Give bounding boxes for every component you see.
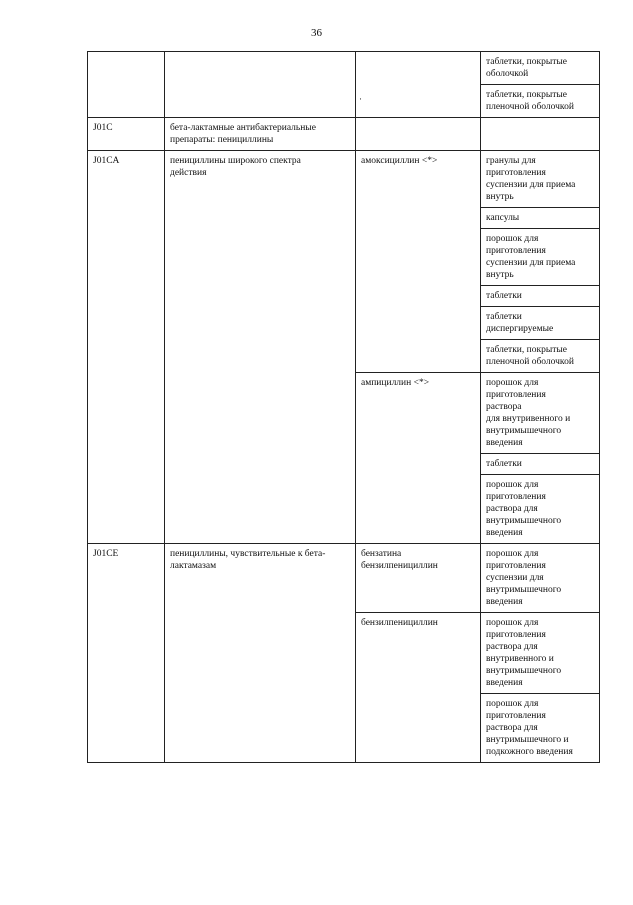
group-name-cell: бета-лактамные антибактериальные препараты: пенициллины bbox=[165, 118, 356, 151]
atc-code-cell: J01C bbox=[88, 118, 165, 151]
dosage-form-cell: гранулы для приготовления суспензии для приема внутрь bbox=[481, 151, 600, 208]
stray-mark: · bbox=[359, 94, 362, 104]
table-row bbox=[88, 118, 600, 151]
atc-code-cell: J01CA bbox=[88, 151, 165, 544]
group-name-cell bbox=[165, 52, 356, 118]
atc-code-cell bbox=[88, 52, 165, 118]
drug-name-cell: амоксициллин <*> bbox=[356, 151, 481, 373]
drug-name-cell: бензилпенициллин bbox=[356, 613, 481, 763]
group-name-cell: пенициллины, чувствительные к бета- лактамазам bbox=[165, 544, 356, 763]
dosage-form-cell: таблетки диспергируемые bbox=[481, 307, 600, 340]
dosage-form-cell: порошок для приготовления раствора для внутривенного и внутримышечного введения bbox=[481, 373, 600, 454]
dosage-form-cell: таблетки, покрытые пленочной оболочкой bbox=[481, 85, 600, 118]
dosage-form-cell: порошок для приготовления раствора для внутримышечного введения bbox=[481, 475, 600, 544]
dosage-form-cell: порошок для приготовления раствора для внутримышечного и подкожного введения bbox=[481, 694, 600, 763]
dosage-form-cell: порошок для приготовления суспензии для приема внутрь bbox=[481, 229, 600, 286]
dosage-form-cell: таблетки bbox=[481, 286, 600, 307]
drug-name-cell bbox=[356, 52, 481, 118]
dosage-form-cell: капсулы bbox=[481, 208, 600, 229]
dosage-form-cell: порошок для приготовления раствора для внутривенного и внутримышечного введения bbox=[481, 613, 600, 694]
dosage-form-cell: таблетки, покрытые пленочной оболочкой bbox=[481, 340, 600, 373]
table-row bbox=[88, 151, 600, 208]
drug-name-cell: ампициллин <*> bbox=[356, 373, 481, 544]
dosage-form-cell: порошок для приготовления суспензии для внутримышечного введения bbox=[481, 544, 600, 613]
page-number: 36 bbox=[311, 27, 322, 39]
group-name-cell: пенициллины широкого спектра действия bbox=[165, 151, 356, 544]
table-row bbox=[88, 544, 600, 613]
dosage-form-cell: таблетки bbox=[481, 454, 600, 475]
drug-classification-table bbox=[87, 51, 600, 763]
table-row bbox=[88, 52, 600, 85]
atc-code-cell: J01CE bbox=[88, 544, 165, 763]
drug-name-cell bbox=[356, 118, 481, 151]
dosage-form-cell bbox=[481, 118, 600, 151]
drug-name-cell: бензатина бензилпенициллин bbox=[356, 544, 481, 613]
dosage-form-cell: таблетки, покрытые оболочкой bbox=[481, 52, 600, 85]
